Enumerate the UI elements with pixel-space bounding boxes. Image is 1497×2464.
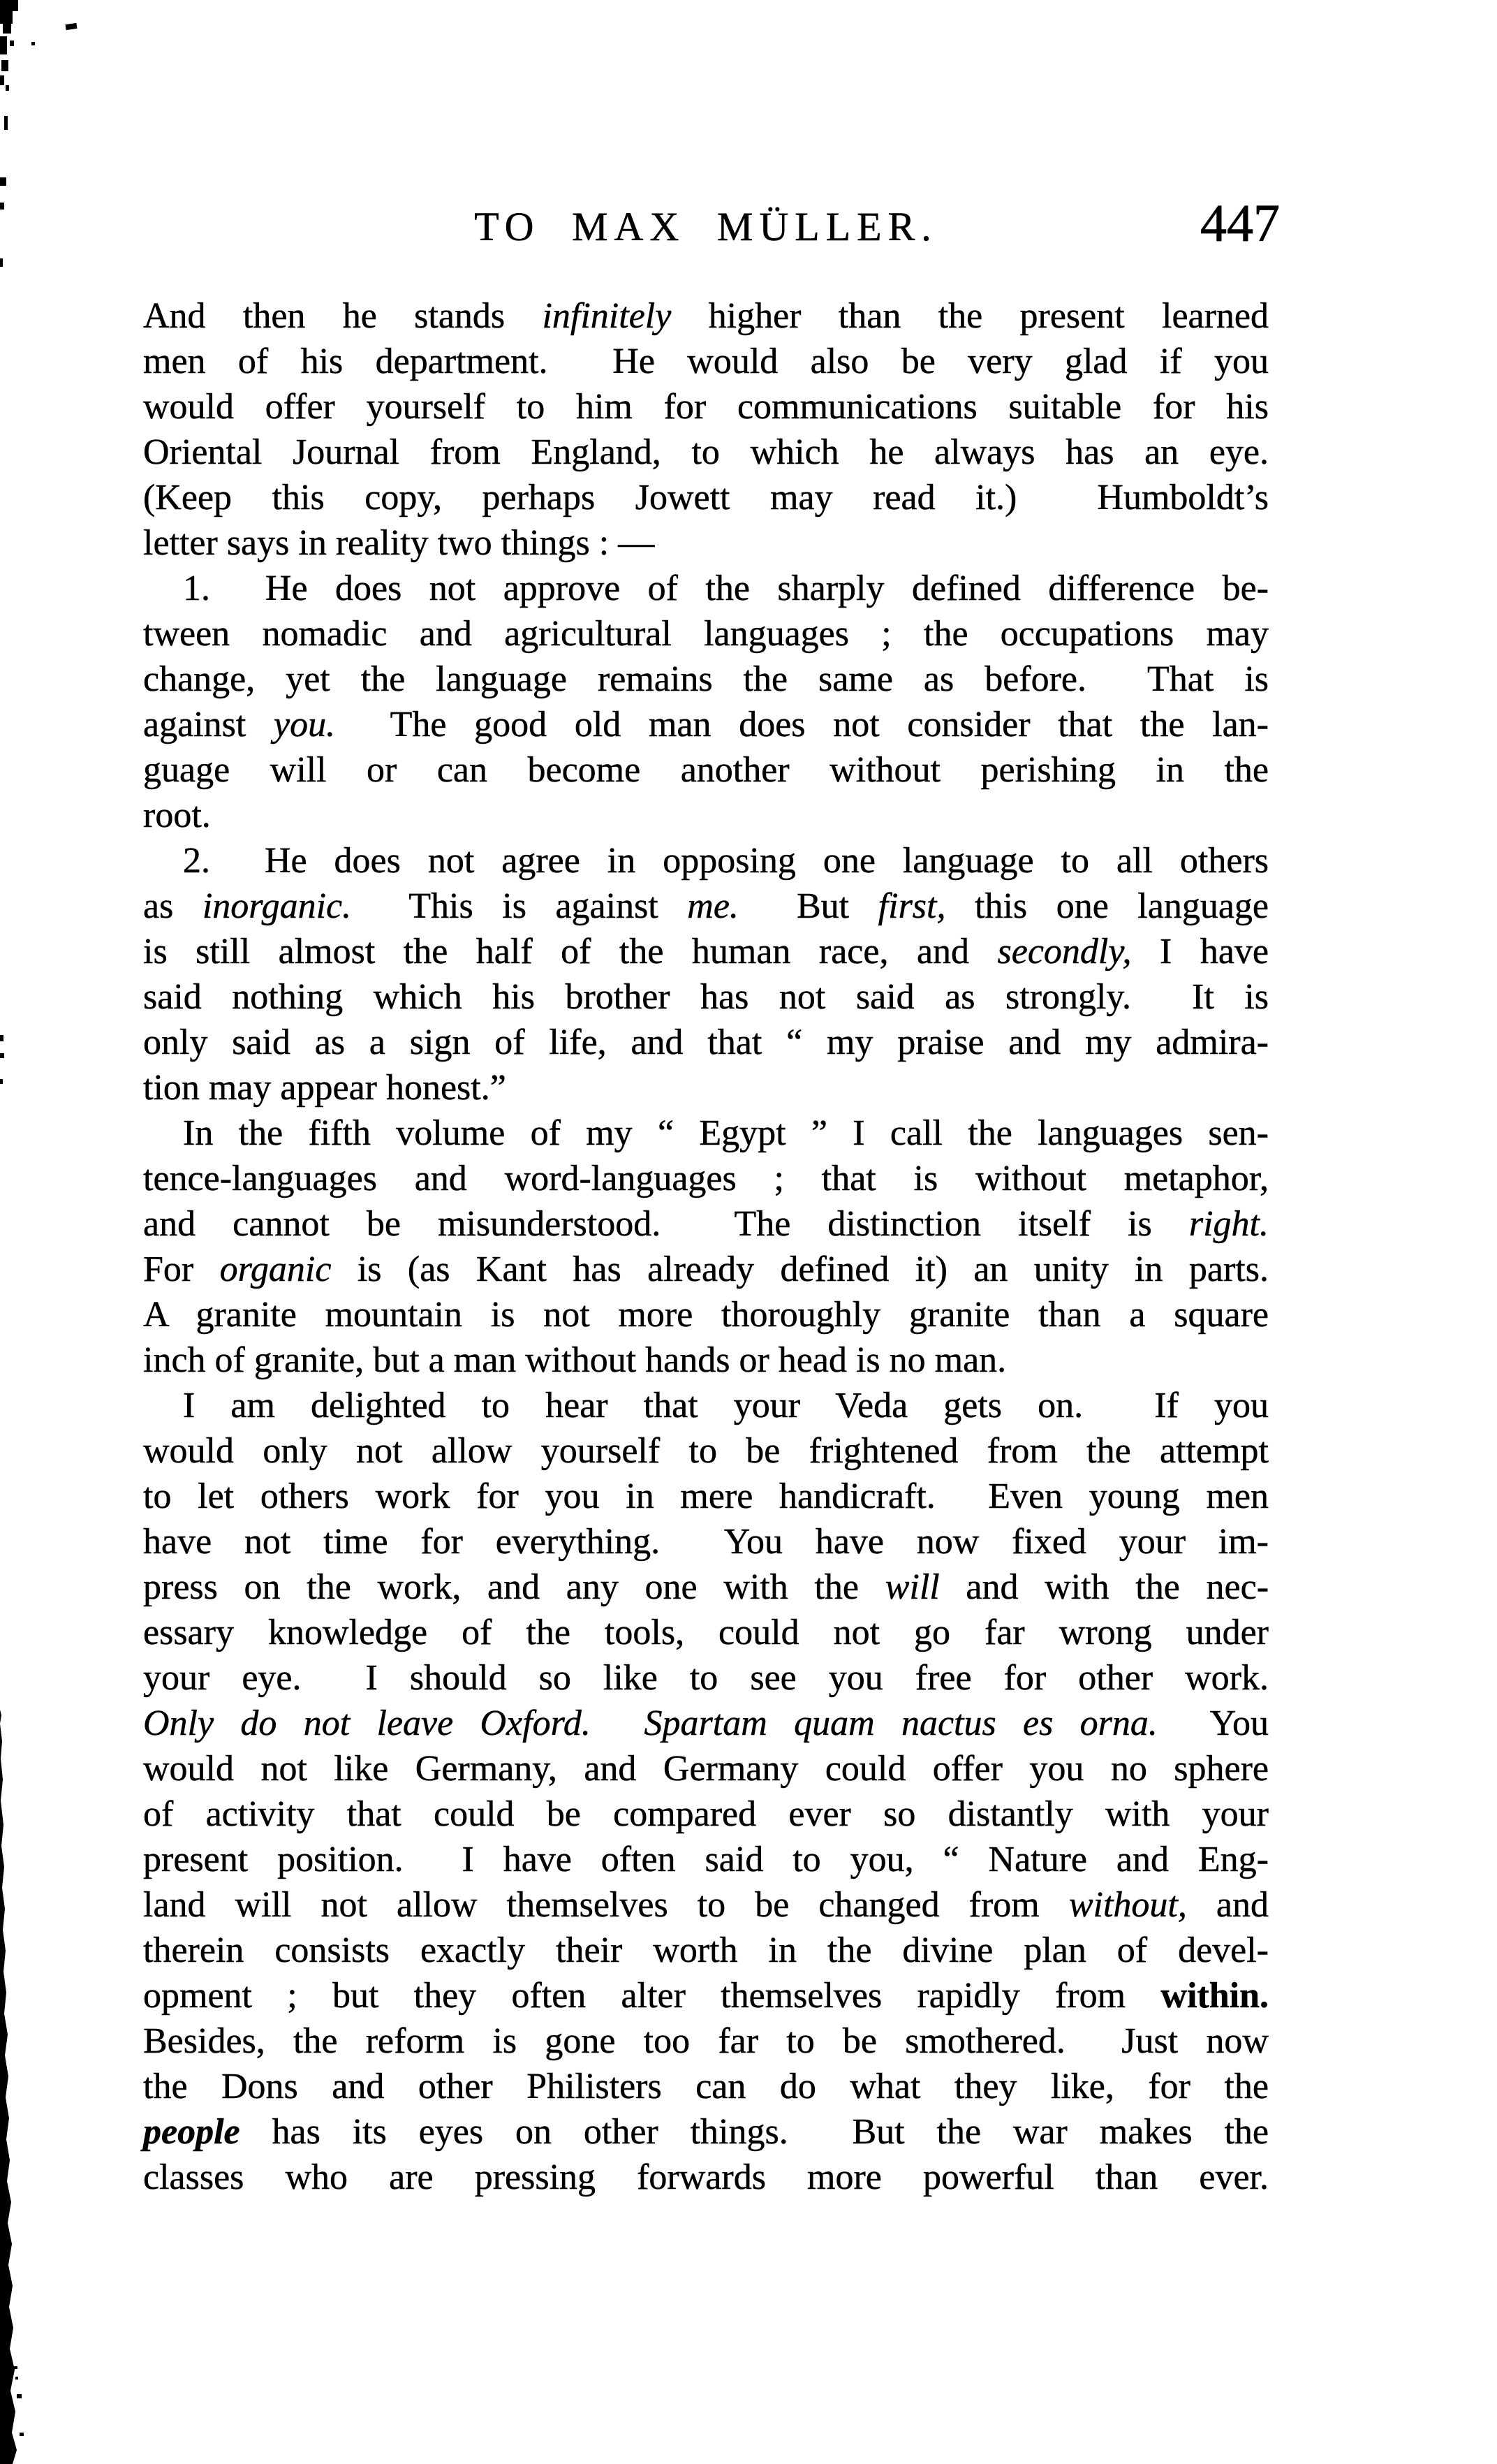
text-line (143, 1564, 1269, 1610)
text-segment: and cannot be misunderstood. The distinction itself is (143, 1204, 1189, 1244)
text-segment: as (143, 886, 202, 926)
text-segment: you. (274, 705, 336, 745)
text-segment: higher than the present learned (671, 296, 1269, 336)
text-segment: me. (687, 886, 739, 926)
text-segment: right. (1188, 1204, 1269, 1244)
text-segment: will (885, 1567, 940, 1607)
text-line (143, 293, 1269, 339)
scan-artifact-top-left (0, 0, 91, 279)
text-segment: (Keep this copy, perhaps Jowett may read it.) Humboldt’s (143, 478, 1269, 518)
text-line (143, 1247, 1269, 1292)
text-segment: is (as Kant has already defined it) an unity in parts. (331, 1249, 1269, 1289)
text-line (143, 1610, 1269, 1655)
text-line (143, 1746, 1269, 1791)
text-segment: For (143, 1249, 220, 1289)
text-segment: And then he stands (143, 296, 543, 336)
text-line (143, 611, 1269, 657)
text-segment: organic (219, 1249, 332, 1289)
text-segment: would only not allow yourself to be frightened from the attempt (143, 1431, 1269, 1471)
text-segment: your eye. I should so like to see you free for other work. (143, 1658, 1269, 1698)
text-line (143, 1928, 1269, 1973)
text-line (143, 1519, 1269, 1564)
text-segment: the Dons and other Philisters can do what they like, for the (143, 2067, 1269, 2106)
text-segment: without, (1068, 1885, 1187, 1925)
text-segment: This is against (351, 886, 688, 926)
text-segment: said nothing which his brother has not said as strongly. It is (143, 977, 1269, 1017)
text-segment: You (1157, 1703, 1269, 1743)
text-segment: I am delighted to hear that your Veda gets on. If you (183, 1386, 1269, 1425)
text-segment: Besides, the reform is gone too far to be smothered. Just now (143, 2021, 1269, 2061)
text-segment: The good old man does not consider that the lan- (335, 705, 1269, 745)
text-segment: have not time for everything. You have now fixed your im- (143, 1522, 1269, 1562)
text-line (143, 520, 1269, 566)
text-segment: press on the work, and any one with the (143, 1567, 885, 1607)
text-segment: secondly, (997, 932, 1132, 971)
text-segment: 2. He does not agree in opposing one language to all others (183, 841, 1269, 881)
text-line (143, 1156, 1269, 1201)
letter-body (143, 293, 1269, 2200)
text-line (143, 2064, 1269, 2109)
text-segment: essary knowledge of the tools, could not go far wrong under (143, 1613, 1269, 1652)
text-line (143, 793, 1269, 838)
text-segment: letter says in reality two things : — (143, 523, 655, 563)
text-segment: Only do not leave Oxford. Spartam quam nactus es orna. (143, 1703, 1158, 1743)
text-segment: would offer yourself to him for communications suitable for his (143, 387, 1269, 427)
text-line (143, 1655, 1269, 1701)
text-line (143, 1428, 1269, 1474)
text-line (143, 339, 1269, 384)
text-line (143, 1110, 1269, 1156)
text-segment: I have (1131, 932, 1269, 971)
page-title: TO MAX MÜLLER. (474, 204, 938, 249)
text-line (143, 1882, 1269, 1928)
text-segment: tween nomadic and agricultural languages ; the occupations may (143, 614, 1269, 654)
text-segment: of activity that could be compared ever so distantly with your (143, 1794, 1269, 1834)
text-segment: inorganic. (202, 886, 352, 926)
text-segment: within. (1160, 1976, 1269, 2016)
text-segment: root. (143, 795, 211, 835)
text-segment: to let others work for you in mere handicraft. Even young men (143, 1476, 1269, 1516)
text-segment: opment ; but they often alter themselves rapidly from (143, 1976, 1161, 2016)
text-segment: infinitely (542, 296, 672, 336)
text-line (143, 1837, 1269, 1882)
text-segment: first, (878, 886, 946, 926)
text-line (143, 475, 1269, 520)
text-line (143, 1973, 1269, 2018)
text-segment: tion may appear honest.” (143, 1068, 506, 1108)
page-number: 447 (1200, 194, 1280, 253)
text-segment: would not like Germany, and Germany could offer you no sphere (143, 1749, 1269, 1789)
text-segment: against (143, 705, 274, 745)
text-segment: only said as a sign of life, and that “ my praise and my admira- (143, 1022, 1269, 1062)
text-line (143, 1201, 1269, 1247)
text-segment: men of his department. He would also be very glad if you (143, 342, 1269, 381)
text-segment: 1. He does not approve of the sharply defined difference be- (183, 569, 1269, 608)
text-segment: land will not allow themselves to be changed from (143, 1885, 1069, 1925)
text-line (143, 566, 1269, 611)
text-segment: has its eyes on other things. But the war makes the (239, 2112, 1269, 2152)
text-segment: classes who are pressing forwards more powerful than ever. (143, 2157, 1269, 2197)
text-line (143, 1383, 1269, 1428)
text-line (143, 2109, 1269, 2155)
text-segment: change, yet the language remains the same as before. That is (143, 659, 1269, 699)
text-line (143, 430, 1269, 475)
text-line (143, 1791, 1269, 1837)
text-segment: and with the nec- (939, 1567, 1269, 1607)
text-line (143, 929, 1269, 974)
text-segment: people (143, 2112, 240, 2152)
text-line (143, 384, 1269, 430)
text-segment: A granite mountain is not more thoroughly granite than a square (143, 1295, 1269, 1335)
text-line (143, 2155, 1269, 2200)
text-segment: this one language (945, 886, 1269, 926)
text-segment: inch of granite, but a man without hands or head is no man. (143, 1340, 1007, 1380)
text-line (143, 1292, 1269, 1337)
text-segment: guage will or can become another without perishing in the (143, 750, 1269, 790)
text-line (143, 702, 1269, 747)
text-line (143, 883, 1269, 929)
text-line (143, 657, 1269, 702)
text-line (143, 2018, 1269, 2064)
text-line (143, 838, 1269, 883)
text-segment: present position. I have often said to you, “ Nature and Eng- (143, 1840, 1269, 1879)
text-line (143, 1474, 1269, 1519)
text-line (143, 747, 1269, 793)
text-line (143, 1701, 1269, 1746)
text-line (143, 1337, 1269, 1383)
scan-artifact-mid-left (0, 1027, 14, 1097)
text-segment: and (1186, 1885, 1269, 1925)
text-segment: Oriental Journal from England, to which he always has an eye. (143, 432, 1269, 472)
text-line (143, 1020, 1269, 1065)
text-segment: is still almost the half of the human race, and (143, 932, 998, 971)
text-segment: therein consists exactly their worth in the divine plan of devel- (143, 1930, 1269, 1970)
scan-artifact-left-edge-band (0, 1710, 31, 2464)
text-line (143, 974, 1269, 1020)
text-segment: But (738, 886, 878, 926)
text-segment: In the fifth volume of my “ Egypt ” I call the languages sen- (183, 1113, 1269, 1153)
text-line (143, 1065, 1269, 1110)
text-segment: tence-languages and word-languages ; that is without metaphor, (143, 1159, 1269, 1198)
